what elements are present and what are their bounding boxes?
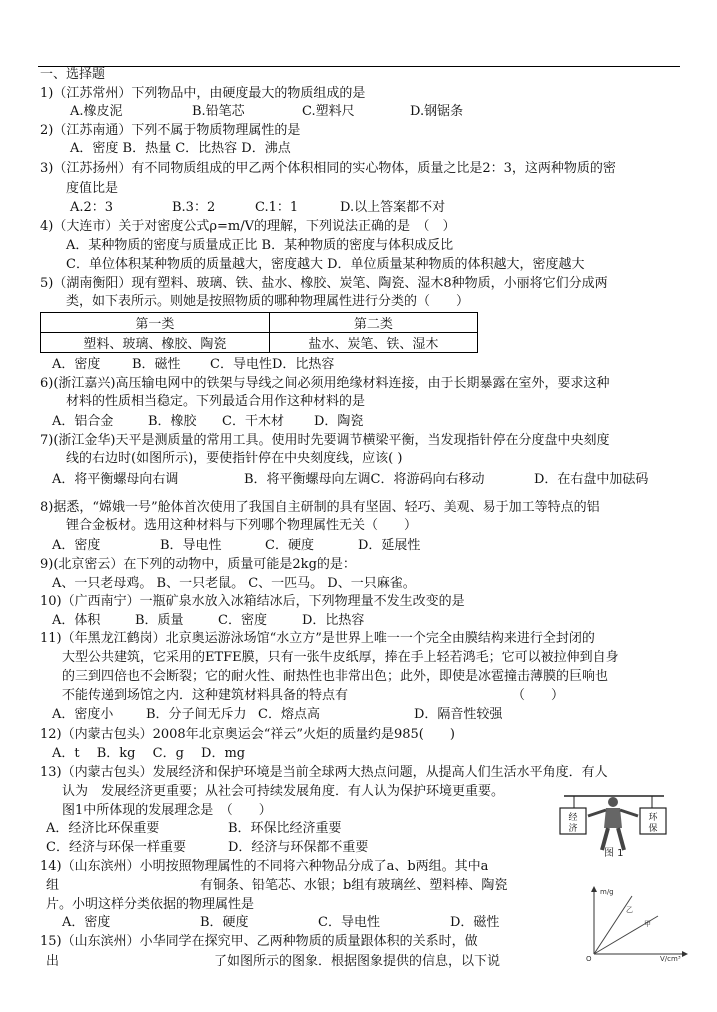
question-11-cont3: 不能传递到场馆之内．这种建筑材料具备的特点有 [62, 688, 349, 703]
question-8-cont: 锂合金板材。选用这种材料与下列哪个物理属性无关（ ） [66, 518, 418, 533]
question-14: 14)（山东滨州）小明按照物理属性的不同将六种物品分成了a、b两组。其中a [40, 859, 489, 874]
q3-option-b: B.3：2 [172, 200, 216, 215]
q3-option-a: A.2：3 [70, 200, 114, 215]
question-9: 9)(北京密云）在下列的动物中，质量可能是2kg的是： [40, 557, 356, 572]
q1-option-a: A.橡皮泥 [70, 104, 123, 119]
figure-1-caption: 图 1 [604, 848, 624, 858]
q13-option-a: A．经济比环保重要 [46, 821, 160, 836]
q4-options-cd: C．单位体积某种物质的质量越大，密度越大 D．单位质量某种物质的体积越大，密度越大 [66, 257, 585, 272]
figure-1-left-sign-line1: 经 [568, 813, 578, 823]
top-rule [38, 66, 680, 67]
q6-option-d: D．陶瓷 [314, 414, 364, 429]
q10-option-c: C．密度 [218, 613, 267, 628]
table-cell: 塑料、玻璃、橡胶、陶瓷 [41, 333, 270, 353]
question-14-cont2: 片。小明这样分类依据的物理属性是 [46, 897, 255, 912]
question-11-cont2: 的三到四倍也不会断裂；它的耐火性、耐热性也非常出色；此外，即使是冰雹撞击薄膜的巨响也 [62, 669, 609, 684]
question-14-cont1: 有铜条、铅笔芯、水银；b组有玻璃丝、塑料棒、陶瓷 [200, 878, 508, 893]
q7-option-a: A．将平衡螺母向右调 [52, 472, 179, 487]
q10-option-b: B．质量 [135, 613, 184, 628]
section-title: 一、选择题 [40, 67, 106, 82]
q10-option-a: A．体积 [52, 613, 101, 628]
question-10: 10)（广西南宁）一瓶矿泉水放入冰箱结冰后，下列物理量不发生改变的是 [40, 594, 465, 609]
question-14-group: 组 [46, 878, 60, 893]
question-15-cont: 了如图所示的图象．根据图象提供的信息，以下说 [214, 954, 501, 969]
question-6: 6)(浙江嘉兴)高压输电网中的铁架与导线之间必须用绝缘材料连接，由于长期暴露在室外，要求这种 [40, 376, 610, 391]
question-3: 3)（江苏扬州）有不同物质组成的甲乙两个体积相同的实心物体，质量之比是2：3，这两种物质的密 [40, 161, 616, 176]
table-header-row [41, 313, 478, 333]
q3-option-d: D.以上答案都不对 [340, 200, 446, 215]
figure-1-person-head [608, 797, 618, 807]
question-4: 4)（大连市）关于对密度公式ρ=m/V的理解，下列说法正确的是 （ ） [40, 219, 456, 234]
question-15-cont-start: 出 [46, 954, 60, 969]
figure-1-person-body [604, 808, 622, 828]
question-13: 13)（内蒙古包头）发展经济和保护环境是当前全球两大热点问题，从提高人们生活水平角度．有人 [40, 765, 608, 780]
q11-option-a: A．密度小 [52, 707, 114, 722]
q5-option-a: A．密度 [52, 357, 101, 372]
q12-options: A．t B．kg C．g D．mg [52, 746, 246, 761]
q6-option-c: C．干木材 [222, 414, 284, 429]
line-label-1: 乙 [626, 906, 633, 914]
figure-1-left-sign-line2: 济 [568, 824, 578, 834]
q13-option-c: C．经济与环保一样重要 [46, 840, 186, 855]
question-7: 7)(浙江金华)天平是测质量的常用工具。使用时先要调节横梁平衡，当发现指针停在分度盘中央刻度 [40, 433, 610, 448]
q6-option-b: B．橡胶 [148, 414, 197, 429]
line-label-2: 甲 [644, 920, 651, 928]
x-axis-label: V/cm³ [660, 955, 681, 962]
q14-option-a: A．密度 [62, 915, 111, 930]
question-11-cont1: 大型公共建筑，它采用的ETFE膜，只有一张牛皮纸厚，捧在手上轻若鸿毛；它可以被拉伸到自身 [62, 650, 619, 665]
question-8: 8)据悉，“嫦娥一号”舱体首次使用了我国自主研制的具有坚固、轻巧、美观、易于加工等特点的铝 [40, 500, 600, 515]
figure-1-economy-environment [552, 790, 682, 858]
question-3-cont: 度值比是 [66, 181, 119, 196]
q3-option-c: C.1：1 [255, 200, 299, 215]
q9-options: A、一只老母鸡。 B、一只老鼠。 C、一匹马。 D、一只麻雀。 [52, 576, 416, 591]
q11-option-b: B．分子间无斥力 [146, 707, 247, 722]
question-5: 5)（湖南衡阳）现有塑料、玻璃、铁、盐水、橡胶、炭笔、陶瓷、湿木8种物质，小丽将它们分成两 [40, 276, 608, 291]
y-axis-label: m/g [600, 888, 614, 896]
q2-options: A．密度 B．热量 C．比热容 D．沸点 [70, 141, 291, 156]
question-5-cont: 类，如下表所示。则她是按照物质的哪种物理属性进行分类的（ ） [66, 294, 470, 309]
table-header: 第一类 [41, 313, 270, 333]
question-1: 1)（江苏常州）下列物品中，由硬度最大的物质组成的是 [40, 86, 366, 101]
figure-1-right-sign-line2: 保 [648, 824, 658, 834]
question-13-cont1: 认为 发展经济更重要；从社会可持续发展角度．有人认为保护环境更重要。 [62, 784, 505, 799]
q14-option-d: D．磁性 [450, 915, 500, 930]
graph-line-1 [594, 896, 632, 954]
q8-option-c: C．硬度 [265, 538, 314, 553]
q4-options-ab: A．某种物质的密度与质量成正比 B．某种物质的密度与体积成反比 [66, 238, 454, 253]
q8-option-b: B．导电性 [160, 538, 222, 553]
q7-option-bc: B．将平衡螺母向左调C．将游码向右移动 [244, 472, 485, 487]
q1-option-c: C.塑料尺 [302, 104, 355, 119]
q7-option-d: D．在右盘中加砝码 [534, 472, 649, 487]
q8-option-d: D．延展性 [358, 538, 421, 553]
question-15: 15)（山东滨州）小华同学在探究甲、乙两种物质的质量跟体积的关系时，做 [40, 934, 478, 949]
q11-option-d: D．隔音性较强 [414, 707, 503, 722]
q5-option-cd: C．导电性D．比热容 [210, 357, 335, 372]
q14-option-b: B．硬度 [200, 915, 249, 930]
q11-option-c: C．熔点高 [258, 707, 320, 722]
q6-option-a: A．铝合金 [52, 414, 114, 429]
question-6-cont: 材料的性质相当稳定。下列最适合用作这种材料的是 [66, 394, 366, 409]
question-11: 11)（年黑龙江鹤岗）北京奥运游泳场馆“水立方”是世界上唯一一个完全由膜结构来进行全封闭的 [40, 631, 595, 646]
figure-1-right-sign-line1: 环 [648, 813, 658, 823]
question-2: 2)（江苏南通）下列不属于物质物理属性的是 [40, 123, 301, 138]
q5-option-b: B．磁性 [132, 357, 181, 372]
q13-option-d: D．经济与环保都不重要 [228, 840, 369, 855]
origin-label: O [586, 955, 592, 962]
classification-table [40, 312, 478, 353]
q14-option-c: C．导电性 [318, 915, 380, 930]
q10-option-d: D．比热容 [302, 613, 365, 628]
table-header: 第二类 [269, 313, 477, 333]
figure-2-mass-volume-graph [582, 884, 690, 962]
q1-option-d: D.钢锯条 [410, 104, 464, 119]
table-row [41, 333, 478, 353]
q1-option-b: B.铅笔芯 [192, 104, 245, 119]
q13-option-b: B．环保比经济重要 [228, 821, 342, 836]
q8-option-a: A．密度 [52, 538, 101, 553]
table-cell: 盐水、炭笔、铁、湿木 [269, 333, 477, 353]
question-12: 12)（内蒙古包头）2008年北京奥运会“祥云”火炬的质量约是985( ) [40, 727, 455, 742]
question-11-answer-blank: （ ） [512, 688, 565, 703]
question-7-cont: 线的右边时(如图所示)，要使指针停在中央刻度线，应该( ) [66, 451, 403, 466]
question-13-cont2: 图1中所体现的发展理念是 （ ） [62, 803, 272, 818]
